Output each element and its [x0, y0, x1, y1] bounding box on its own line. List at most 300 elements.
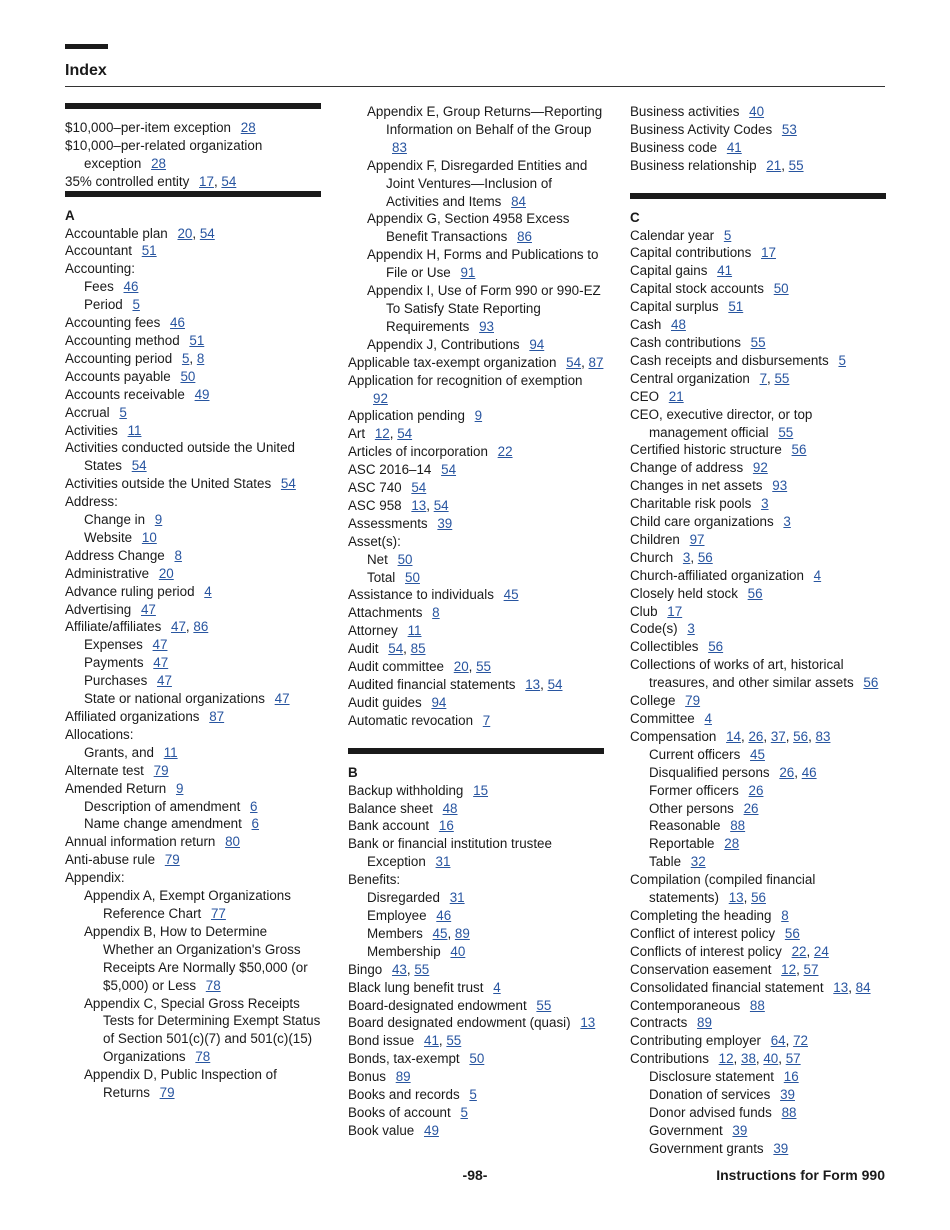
page-link[interactable]: 89 — [697, 1015, 712, 1031]
page-refs — [483, 713, 490, 728]
page-refs: 13, 54 — [525, 677, 563, 692]
index-term: $10,000–per-related organization exception — [65, 137, 263, 171]
page-link[interactable]: 57 — [785, 1051, 801, 1067]
page-link[interactable]: 31 — [435, 854, 451, 870]
page-link[interactable]: 54 — [199, 225, 215, 241]
index-entry — [348, 372, 604, 408]
index-term: Grants, and — [84, 744, 154, 760]
page-link[interactable]: 51 — [189, 332, 205, 348]
page-refs: 3, 56 — [682, 549, 713, 565]
page-link[interactable]: 55 — [446, 1033, 462, 1049]
index-entry — [367, 336, 604, 354]
page-refs — [128, 423, 142, 438]
index-term: Table — [649, 854, 682, 870]
page-link[interactable]: 93 — [772, 478, 788, 494]
index-entry — [348, 1050, 604, 1068]
page-link[interactable]: 46 — [170, 315, 185, 331]
page-link[interactable]: 55 — [774, 370, 790, 386]
page-link[interactable]: 83 — [815, 728, 831, 744]
index-entry — [65, 565, 321, 583]
page-link[interactable]: 92 — [752, 460, 768, 476]
page-link[interactable]: 28 — [151, 155, 166, 171]
index-entry — [630, 316, 886, 334]
index-entry — [630, 871, 886, 907]
index-term: Compilation (compiled financial statements) — [630, 872, 816, 906]
page-link[interactable]: 20 — [177, 225, 193, 241]
page-link[interactable]: 8 — [432, 605, 440, 621]
page-link[interactable]: 89 — [454, 925, 470, 941]
index-term: Exception — [367, 854, 426, 870]
page-refs: 12, 38, 40, 57 — [718, 1051, 801, 1067]
page-link[interactable]: 87 — [588, 354, 604, 370]
page-link[interactable]: 54 — [397, 426, 413, 442]
index-entry — [630, 531, 886, 549]
page-link[interactable]: 89 — [395, 1069, 411, 1085]
page-refs — [750, 747, 765, 762]
index-entry — [630, 370, 886, 388]
page-link[interactable]: 12 — [374, 426, 390, 442]
page-refs: 21, 55 — [766, 157, 804, 173]
page-link[interactable]: 55 — [788, 157, 804, 173]
page-link[interactable]: 53 — [781, 121, 797, 137]
page-link[interactable]: 56 — [863, 675, 879, 691]
page-link[interactable]: 50 — [469, 1051, 485, 1067]
index-entry — [649, 764, 886, 782]
page-link[interactable]: 14 — [726, 728, 741, 744]
index-entry — [65, 332, 321, 350]
index-entry — [630, 925, 886, 943]
page-link[interactable]: 46 — [436, 907, 452, 923]
page-link[interactable]: 79 — [164, 852, 180, 868]
index-term: Cash contributions — [630, 334, 741, 350]
page-link[interactable]: 88 — [781, 1104, 797, 1120]
page-link[interactable]: 56 — [793, 728, 809, 744]
index-entry — [630, 121, 886, 139]
page-link[interactable]: 22 — [497, 444, 513, 460]
page-link[interactable]: 94 — [529, 336, 545, 352]
page-link[interactable]: 5 — [723, 227, 732, 243]
page-refs — [180, 369, 195, 384]
page-link[interactable]: 21 — [668, 388, 684, 404]
page-link[interactable]: 39 — [732, 1122, 748, 1138]
page-link[interactable]: 56 — [784, 925, 800, 941]
page-link[interactable]: 94 — [431, 694, 447, 710]
page-link[interactable]: 5 — [181, 350, 190, 366]
page-refs — [195, 387, 210, 402]
index-entry — [65, 260, 321, 278]
page-link[interactable]: 86 — [517, 229, 532, 245]
index-term: Business code — [630, 139, 718, 155]
page-link[interactable]: 47 — [274, 691, 290, 707]
page-link[interactable]: 49 — [424, 1122, 439, 1138]
page-link[interactable]: 48 — [442, 800, 458, 816]
page-link[interactable]: 92 — [373, 390, 388, 406]
page-link[interactable]: 79 — [153, 762, 169, 778]
page-link[interactable]: 54 — [131, 458, 147, 474]
header-bar — [65, 44, 108, 49]
index-entry — [65, 368, 321, 386]
index-term: Alternate test — [65, 762, 144, 778]
index-term: Accounting fees — [65, 315, 161, 331]
page-link[interactable]: 13 — [728, 890, 744, 906]
page-refs — [155, 512, 162, 527]
index-entry — [65, 350, 321, 368]
page-link[interactable]: 28 — [240, 120, 256, 135]
page-link[interactable]: 56 — [747, 585, 763, 601]
page-link[interactable]: 4 — [813, 567, 822, 583]
index-entry — [367, 103, 604, 157]
page-refs — [708, 639, 723, 654]
index-entry — [65, 547, 321, 565]
index-term: Compensation — [630, 728, 717, 744]
page-link[interactable]: 26 — [748, 782, 764, 798]
page-link[interactable]: 54 — [547, 677, 563, 692]
page-refs — [250, 799, 257, 814]
page-refs — [580, 1015, 595, 1030]
page-link[interactable]: 91 — [460, 265, 476, 281]
index-entry — [630, 244, 886, 262]
page-link[interactable]: 55 — [414, 961, 430, 977]
page-refs — [748, 586, 763, 601]
page-link[interactable]: 50 — [180, 368, 196, 384]
index-term: Capital stock accounts — [630, 281, 764, 297]
page-link[interactable]: 40 — [749, 104, 765, 119]
index-term: Other persons — [649, 800, 734, 816]
page-link[interactable]: 47 — [152, 637, 168, 653]
page-link[interactable]: 12 — [781, 961, 797, 977]
page-link[interactable]: 5 — [132, 297, 140, 313]
page-link[interactable]: 37 — [770, 728, 786, 744]
page-refs — [749, 104, 764, 119]
index-term: CEO — [630, 388, 660, 404]
page-link[interactable]: 45 — [750, 746, 765, 762]
page-link[interactable]: 13 — [833, 979, 849, 995]
index-term: Amended Return — [65, 780, 167, 796]
page-link[interactable]: 3 — [783, 514, 791, 530]
page-number: -98- — [462, 1167, 488, 1183]
index-term: Bonds, tax-exempt — [348, 1051, 460, 1067]
index-term: Certified historic structure — [630, 442, 782, 458]
page-link[interactable]: 84 — [855, 979, 871, 995]
index-entry — [84, 672, 321, 690]
page-link[interactable]: 47 — [157, 673, 172, 689]
index-term: Former officers — [649, 782, 739, 798]
page-link[interactable]: 9 — [474, 408, 483, 424]
page-link[interactable]: 54 — [280, 476, 296, 492]
page-link[interactable]: 55 — [750, 334, 766, 350]
page-link[interactable]: 41 — [424, 1033, 439, 1049]
page-link[interactable]: 26 — [743, 800, 759, 816]
index-entry — [65, 404, 321, 422]
page-link[interactable]: 20 — [453, 659, 469, 675]
page-link[interactable]: 77 — [210, 905, 226, 921]
page-refs — [774, 281, 789, 296]
page-link[interactable]: 15 — [473, 782, 489, 798]
page-link[interactable]: 47 — [153, 655, 169, 671]
page-link[interactable]: 7 — [759, 370, 768, 386]
page-link[interactable]: 3 — [761, 496, 769, 512]
page-refs — [724, 836, 739, 851]
page-link[interactable]: 84 — [511, 193, 526, 209]
page-link[interactable]: 55 — [778, 424, 794, 440]
page-link[interactable]: 54 — [411, 480, 427, 496]
index-entry — [348, 622, 604, 640]
index-column-2 — [348, 103, 604, 1140]
index-term: Reasonable — [649, 818, 721, 834]
page-link[interactable]: 8 — [781, 907, 789, 923]
index-term: CEO, executive director, or top management official — [630, 406, 813, 440]
page-link[interactable]: 57 — [803, 961, 819, 977]
index-term: Audit guides — [348, 694, 422, 710]
page-refs — [751, 335, 766, 350]
page-link[interactable]: 55 — [536, 997, 552, 1013]
index-entry — [348, 640, 604, 658]
page-link[interactable]: 78 — [205, 977, 221, 993]
index-entry — [348, 425, 604, 443]
page-link[interactable]: 46 — [123, 279, 139, 295]
page-link[interactable]: 28 — [724, 836, 740, 852]
index-term: Asset(s): — [348, 533, 401, 549]
page-refs — [536, 998, 551, 1013]
page-refs — [275, 691, 290, 706]
page-link[interactable]: 13 — [411, 497, 427, 513]
index-entry — [65, 493, 321, 511]
page-link[interactable]: 22 — [791, 943, 807, 959]
page-link[interactable]: 87 — [209, 709, 225, 724]
page-link[interactable]: 54 — [441, 462, 457, 478]
index-term: Collectibles — [630, 639, 699, 655]
page-refs — [498, 444, 513, 459]
index-entry — [348, 1014, 604, 1032]
page-refs: 12, 54 — [374, 426, 413, 442]
index-entry — [348, 835, 604, 853]
section-letter: C — [630, 209, 640, 225]
page-link[interactable]: 21 — [766, 157, 782, 173]
index-entry — [65, 869, 321, 887]
index-term: Accrual — [65, 404, 110, 420]
page-link[interactable]: 4 — [204, 583, 212, 599]
page-link[interactable]: 80 — [225, 834, 240, 850]
page-link[interactable]: 16 — [783, 1069, 799, 1085]
page-link[interactable]: 38 — [741, 1051, 756, 1067]
page-link[interactable]: 79 — [159, 1085, 175, 1101]
page-link[interactable]: 4 — [704, 711, 712, 726]
page-link[interactable]: 5 — [838, 352, 846, 368]
index-entry — [65, 762, 321, 780]
page-link[interactable]: 41 — [726, 139, 742, 155]
page-refs — [436, 854, 451, 869]
page-link[interactable]: 13 — [525, 677, 541, 692]
page-refs — [517, 229, 532, 244]
index-term: ASC 740 — [348, 480, 402, 496]
index-entry — [649, 746, 886, 764]
index-entry — [65, 708, 321, 726]
page-link[interactable]: 97 — [689, 531, 705, 547]
page-link[interactable]: 54 — [566, 354, 582, 370]
index-entry — [348, 604, 604, 622]
page-link[interactable]: 51 — [728, 299, 744, 315]
page-link[interactable]: 45 — [432, 925, 448, 941]
index-term: Appendix B, How to Determine Whether an Organization's Gross Receipts Are Normally $50,000 (or $5,000) or Less — [84, 923, 308, 993]
page-link[interactable]: 49 — [194, 386, 210, 402]
index-term: Disregarded — [367, 890, 440, 906]
page-link[interactable]: 5 — [469, 1087, 477, 1103]
page-refs — [479, 319, 494, 334]
index-entry — [65, 439, 321, 475]
page-link[interactable]: 8 — [174, 547, 182, 563]
page-link[interactable]: 55 — [476, 659, 492, 675]
page-link[interactable]: 54 — [388, 641, 404, 657]
page-link[interactable]: 50 — [405, 569, 420, 585]
index-entry — [649, 1104, 886, 1122]
index-term: Change in — [84, 512, 146, 528]
index-entry — [348, 997, 604, 1015]
index-term: Accounting method — [65, 332, 180, 348]
page-link[interactable]: 93 — [479, 318, 494, 334]
page-refs — [473, 783, 488, 798]
page-refs — [750, 998, 765, 1013]
page-link[interactable]: 54 — [221, 173, 237, 189]
index-entry — [348, 712, 604, 730]
page-link[interactable]: 39 — [780, 1087, 795, 1103]
page-link[interactable]: 32 — [690, 854, 706, 870]
page-refs — [159, 566, 174, 581]
page-link[interactable]: 39 — [773, 1140, 789, 1156]
page-link[interactable]: 5 — [119, 404, 127, 420]
page-link[interactable]: 40 — [763, 1051, 779, 1067]
index-entry — [84, 815, 321, 833]
page-link[interactable]: 26 — [748, 728, 764, 744]
page-link[interactable]: 11 — [407, 623, 422, 639]
page-link[interactable]: 78 — [195, 1049, 211, 1065]
page-refs — [165, 852, 180, 867]
page-link[interactable]: 88 — [749, 997, 765, 1013]
page-title: Index — [65, 62, 107, 79]
index-entry — [65, 851, 321, 869]
index-entry — [348, 1104, 604, 1122]
index-term: Children — [630, 531, 680, 547]
page-link[interactable]: 16 — [438, 818, 454, 834]
page-refs — [174, 548, 181, 563]
page-link[interactable]: 47 — [140, 601, 156, 617]
page-refs — [717, 263, 732, 278]
page-link[interactable]: 9 — [154, 512, 163, 528]
index-column-3 — [630, 103, 886, 1158]
index-entry — [630, 406, 886, 442]
page-link[interactable]: 64 — [770, 1033, 786, 1049]
index-term: Accounts payable — [65, 368, 171, 384]
index-term: Appendix A, Exempt Organizations Reference Chart — [84, 888, 291, 921]
page-link[interactable]: 11 — [127, 422, 142, 438]
index-term: Capital surplus — [630, 299, 719, 315]
index-entry — [84, 278, 321, 296]
index-entry — [84, 744, 321, 762]
page-refs — [281, 476, 296, 491]
page-link[interactable]: 6 — [251, 816, 259, 832]
page-refs — [396, 1069, 411, 1084]
page-link[interactable]: 4 — [493, 979, 501, 995]
page-link[interactable]: 5 — [460, 1104, 468, 1120]
index-term: Business relationship — [630, 157, 757, 173]
page-link[interactable]: 45 — [503, 587, 519, 603]
page-link[interactable]: 50 — [397, 551, 413, 567]
page-link[interactable]: 48 — [671, 317, 686, 333]
page-link[interactable]: 9 — [175, 780, 184, 796]
index-term: Appendix: — [65, 870, 125, 886]
page-link[interactable]: 56 — [697, 549, 713, 565]
page-link[interactable]: 56 — [751, 890, 766, 906]
page-link[interactable]: 56 — [791, 442, 807, 458]
page-link[interactable]: 56 — [708, 639, 724, 655]
page-link[interactable]: 20 — [158, 565, 174, 581]
page-link[interactable]: 40 — [450, 943, 466, 959]
index-entry — [367, 889, 604, 907]
index-entry — [84, 923, 321, 995]
index-term: Purchases — [84, 673, 148, 689]
page-link[interactable]: 31 — [449, 890, 465, 906]
page-link[interactable]: 7 — [482, 712, 491, 728]
index-term: Business activities — [630, 104, 740, 119]
page-link[interactable]: 3 — [687, 621, 695, 637]
index-entry — [65, 780, 321, 798]
page-refs — [690, 532, 705, 547]
page-link[interactable]: 83 — [392, 139, 407, 155]
page-link[interactable]: 86 — [193, 619, 209, 635]
page-link[interactable]: 13 — [580, 1015, 596, 1031]
page-link[interactable]: 85 — [410, 641, 426, 657]
page-link[interactable]: 26 — [779, 764, 795, 780]
index-entry — [84, 995, 321, 1067]
page-link[interactable]: 10 — [141, 529, 157, 545]
page-link[interactable]: 41 — [717, 263, 733, 279]
page-link[interactable]: 54 — [433, 497, 449, 513]
page-link[interactable]: 3 — [682, 549, 691, 565]
index-term: Address Change — [65, 547, 165, 563]
index-entry — [649, 853, 886, 871]
page-refs — [441, 462, 456, 477]
page-link[interactable]: 12 — [718, 1051, 734, 1067]
page-link[interactable]: 88 — [730, 818, 746, 834]
page-link[interactable]: 17 — [761, 245, 776, 261]
page-link[interactable]: 51 — [141, 243, 157, 259]
page-link[interactable]: 46 — [801, 764, 817, 780]
page-link[interactable]: 6 — [250, 798, 258, 814]
index-entry — [84, 887, 321, 923]
page-link[interactable]: 43 — [391, 961, 407, 977]
index-term: Net — [367, 551, 388, 567]
index-entry — [630, 656, 886, 692]
page-link[interactable]: 17 — [667, 603, 683, 619]
index-entry — [367, 943, 604, 961]
index-term: Business Activity Codes — [630, 121, 773, 137]
page-link[interactable]: 79 — [685, 693, 701, 709]
page-link[interactable]: 24 — [813, 943, 829, 959]
page-link[interactable]: 39 — [437, 515, 453, 531]
index-term: Advance ruling period — [65, 583, 195, 599]
page-link[interactable]: 8 — [196, 350, 205, 366]
index-term: Central organization — [630, 370, 750, 386]
page-link[interactable]: 11 — [163, 744, 178, 760]
index-term: Automatic revocation — [348, 712, 474, 728]
page-link[interactable]: 72 — [793, 1033, 808, 1049]
page-refs: 22, 24 — [791, 943, 829, 959]
index-entry — [348, 694, 604, 712]
page-link[interactable]: 47 — [171, 619, 186, 635]
page-link[interactable]: 50 — [773, 281, 789, 297]
page-refs — [119, 405, 126, 420]
page-link[interactable]: 17 — [199, 173, 214, 189]
index-entry — [84, 1066, 321, 1102]
